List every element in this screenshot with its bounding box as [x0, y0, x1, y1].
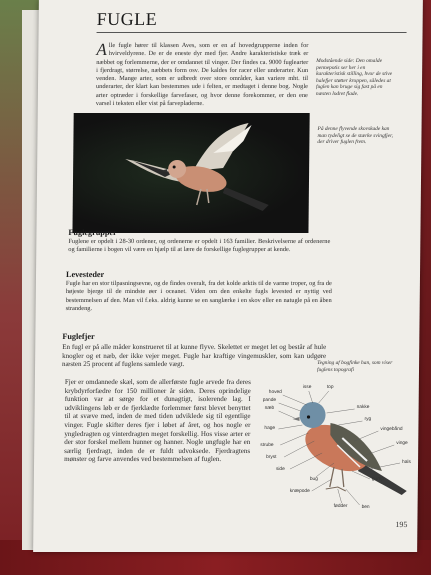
side-note-chaffinch: Tegning af bogfinke han, som viser fuglens topografi — [316, 360, 393, 373]
book-page — [33, 0, 423, 552]
label-hage: hage — [264, 426, 276, 431]
intro-paragraph — [96, 42, 309, 108]
label-nakke: nakke — [356, 405, 370, 410]
label-side: side — [275, 467, 285, 472]
heading-fuglefjer: Fuglefjer — [62, 332, 95, 341]
label-pande: pande — [262, 398, 277, 403]
label-vingebaand: vingebånd — [380, 427, 403, 432]
page-number: 195 — [395, 520, 408, 529]
label-vinge: vinge — [396, 441, 408, 446]
label-top: top — [326, 385, 334, 390]
chaffinch-illustration — [241, 383, 422, 518]
title-rule — [97, 32, 407, 33]
text-fuglefjer-2: Fjer er omdannede skæl, som de allerførste fugle arvede fra deres krybdyrforfædre for 150 millioner år siden. Deres oprindelige funktion var at sørge for et dunagtigt, isolerende lag. I udviklingens løb er de fjerklædte forlemmer først blevet benyttet til at svæve med, inden de med tiden udviklede sig til egentlige vinger. Fugle skifter deres fjer i løbet af året, og hos nogle er yngledragten og vinterdragten meget forskellig. Hos visse arter er der stor forskel mellem hunner og hanner. Nogle ungfugle har en særlig fjerdragt, inden de er fuldt udvoksede. Fjerdragtens mønster og farve anvendes ved bestemmelsen af fuglen. — [64, 378, 251, 464]
label-gump: gump — [371, 477, 384, 482]
text-levesteder: Fugle har en stor tilpasningsevne, og de findes overalt, fra det kolde arktis til de varme troper, og fra de højeste bjerge til de mindste øer i oceanet. Viden om den enkelte fugls levested er nyttig ved bestemmelsen af den. Man vil f.eks. aldrig kunne se en sanglærke i en skov eller en natugle på en åben strandeng. — [65, 280, 332, 312]
text-fuglegrupper: Fuglene er opdelt i 28-30 ordener, og ordenerne er opdelt i 163 familier. Beskrivelserne af ordenerne og familierne i bogen vil være en hjælp til at lære de forskellige fuglegrupper at kende. — [68, 238, 331, 254]
page-title: FUGLE — [96, 9, 158, 29]
label-knaepode: knæpode — [289, 489, 310, 494]
side-note-opposite: Modstående side: Den omalde pennepotis ser her i en karakteristisk stilling, hvor de stive halefjer støtter kroppen, således at fuglen kan bruge sig fast på en næsten lodret flade. — [315, 58, 393, 97]
drop-cap: A — [96, 40, 107, 59]
text-fuglefjer-1: En fugl er på alle måder konstrueret til at kunne flyve. Skelettet er meget let og består af hule knogler og et næb, der ikke vejer meget. Fugle har kraftige vingemuskler, som kan udgøre næsten 25 procent af fuglens samlede vægt. — [62, 343, 327, 369]
jay-photo — [72, 113, 309, 233]
label-bryst: bryst — [266, 455, 277, 460]
label-strube: strube — [260, 443, 274, 448]
heading-fuglegrupper: Fuglegrupper — [68, 228, 117, 237]
label-isse: isse — [302, 385, 312, 390]
label-hoved: hoved — [268, 390, 282, 395]
label-ben: ben — [361, 505, 370, 510]
label-fodder: fødder — [333, 504, 348, 509]
label-ryg: ryg — [364, 417, 372, 422]
side-note-jay: På denne flyvende skovskade kan man tydeligt se de stærke svingfjer, der driver fuglen frem. — [317, 126, 393, 146]
flying-jay-illustration — [72, 113, 309, 233]
chaffinch-topography-diagram — [241, 383, 422, 518]
heading-levesteder: Levesteder — [65, 270, 105, 279]
label-hals: hals — [402, 460, 411, 465]
label-naeb: næb — [264, 406, 275, 411]
label-bug: bug — [309, 477, 318, 482]
intro-text: lle fugle hører til klassen Aves, som er en af hovedgrupperne inden for hvirveldyrene. De er de eneste dyr med fjer. Andre karakteristiske træk er næbbet og forlemmerne, der er omdannet til vinger. Der findes ca. 9000 fuglearter i fjerdragt, størrelse, næbbets form osv. De kaldes for racer eller underarter. Kun venden. Mange arter, som er udbredt over store områder, kan variere mht. til underarter, der klart kan bestemmes ude i felten, er medtaget i denne bog. Nogle arter optræder i forskellige farvefaser, og hvor denne forekommer, er den ene varsel i teksten eller vist på farvepladerne. — [95, 42, 309, 108]
